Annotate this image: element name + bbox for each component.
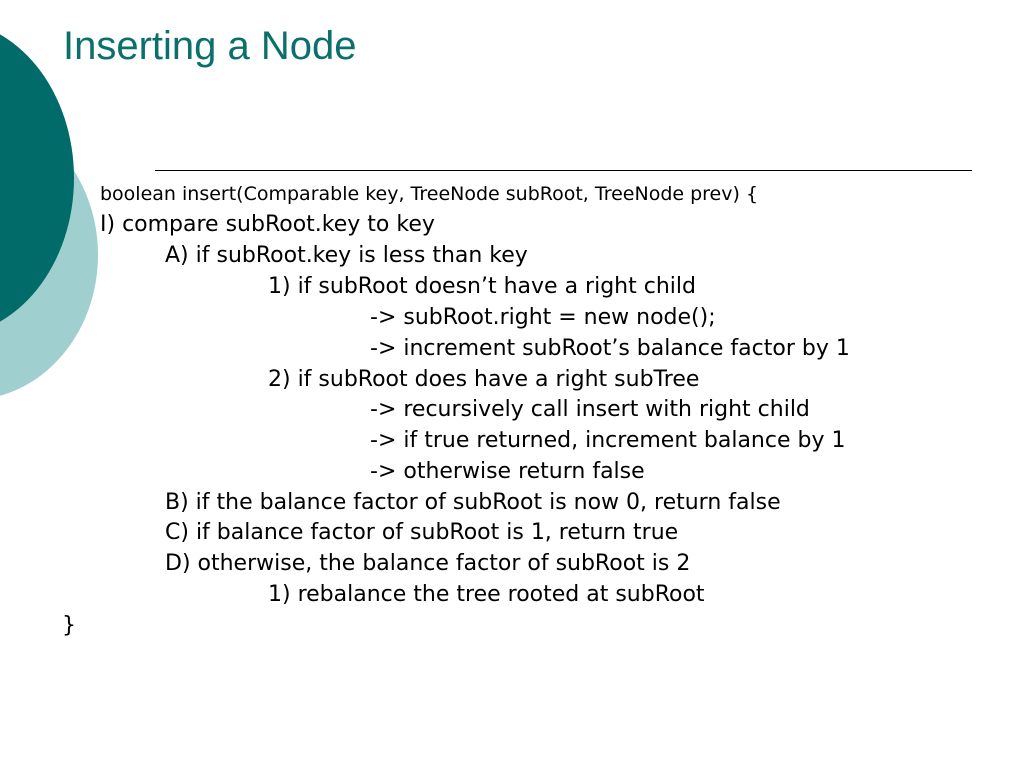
step-I-compare: I) compare subRoot.key to key — [100, 212, 435, 237]
step-A1-new-node: -> subRoot.right = new node(); — [370, 305, 716, 330]
step-A1-no-right-child: 1) if subRoot doesn’t have a right child — [268, 274, 696, 299]
step-A2-if-true: -> if true returned, increment balance by 1 — [370, 428, 846, 453]
step-C-balance-one: C) if balance factor of subRoot is 1, return true — [165, 520, 679, 545]
separator-line — [155, 170, 972, 171]
step-A2-recursive-call: -> recursively call insert with right child — [370, 397, 810, 422]
step-D1-rebalance: 1) rebalance the tree rooted at subRoot — [268, 582, 705, 607]
step-A2-has-right-subtree: 2) if subRoot does have a right subTree — [268, 367, 700, 392]
step-A2-otherwise-false: -> otherwise return false — [370, 459, 645, 484]
step-A-less-than: A) if subRoot.key is less than key — [165, 243, 528, 268]
slide-title: Inserting a Node — [63, 24, 357, 68]
closing-brace: } — [62, 613, 76, 638]
step-A1-increment-balance: -> increment subRoot’s balance factor by 1 — [370, 336, 850, 361]
step-D-balance-two: D) otherwise, the balance factor of subRoot is 2 — [165, 551, 691, 576]
method-signature: boolean insert(Comparable key, TreeNode subRoot, TreeNode prev) { — [100, 183, 759, 205]
step-B-balance-zero: B) if the balance factor of subRoot is now 0, return false — [165, 490, 781, 515]
